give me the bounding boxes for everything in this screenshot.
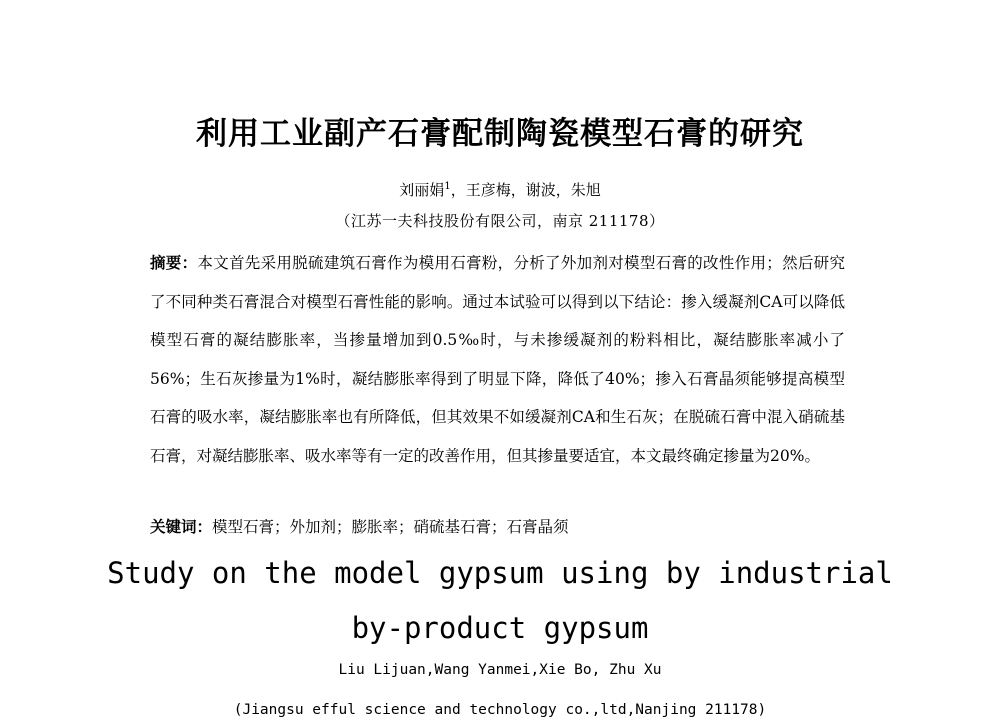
first-author: 刘丽娟 [399, 181, 445, 199]
author-list [0, 176, 1000, 201]
affiliation: （江苏一夫科技股份有限公司，南京 211178） [335, 212, 665, 230]
keywords [150, 512, 845, 542]
abstract [150, 244, 845, 475]
english-affiliation: (Jiangsu efful science and technology co.,ltd,Nanjing 211178) [233, 702, 767, 718]
other-authors: ，王彦梅，谢波，朱旭 [450, 181, 601, 199]
keywords-label: 关键词： [150, 517, 213, 536]
keywords-body: 模型石膏；外加剂；膨胀率；硝硫基石膏；石膏晶须 [212, 518, 569, 536]
chinese-title: 利用工业副产石膏配制陶瓷模型石膏的研究 [196, 116, 804, 152]
english-title-line-1: Study on the model gypsum using by industrial [107, 556, 893, 590]
abstract-label: 摘要： [150, 253, 198, 272]
abstract-body: 本文首先采用脱硫建筑石膏作为模用石膏粉，分析了外加剂对模型石膏的改性作用；然后研究了不同种类石膏混合对模型石膏性能的影响。通过本试验可以得到以下结论：掺入缓凝剂CA可以降低模型石膏的凝结膨胀率，当掺量增加到0.5‰时，与未掺缓凝剂的粉料相比，凝结膨胀率减小了56%；生石灰掺量为1%时，凝结膨胀率得到了明显下降，降低了40%；掺入石膏晶须能够提高模型石膏的吸水率，凝结膨胀率也有所降低，但其效果不如缓凝剂CA和生石灰；在脱硫石膏中混入硝硫基石膏，对凝结膨胀率、吸水率等有一定的改善作用，但其掺量要适宜，本文最终确定掺量为20%。 [150, 254, 845, 465]
english-title [0, 546, 1000, 656]
english-title-line-2: by-product gypsum [351, 611, 649, 645]
english-author-list: Liu Lijuan,Wang Yanmei,Xie Bo, Zhu Xu [338, 662, 662, 678]
author-affiliation-mark: 1 [444, 181, 451, 192]
